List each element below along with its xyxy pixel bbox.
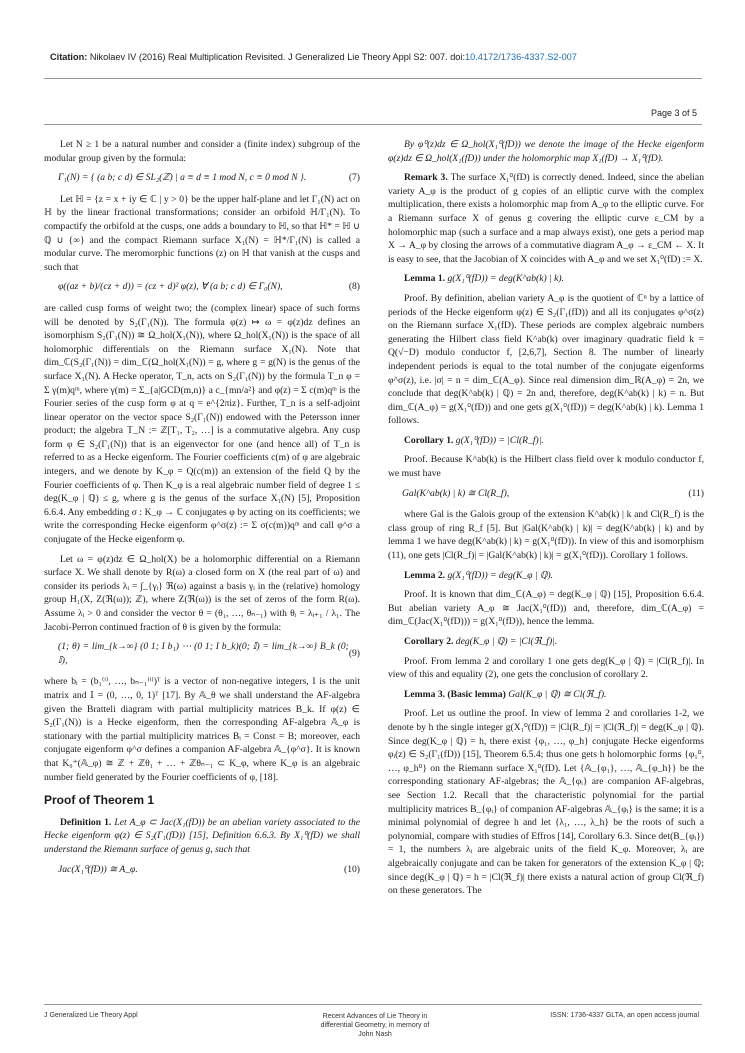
equation-body: (1; θ) = lim_{k→∞} (0 1; I b₁) ⋯ (0 1; I b_k)(0; 𝕀) = lim_{k→∞} B_k (0; 𝕀), — [58, 641, 349, 666]
corollary-text: g(X₁⁰(fD)) = |Cl(R_f)|. — [455, 434, 544, 446]
paragraph: where Gal is the Galois group of the extension K^ab(k) | k and Cl(R_f) is the class group of ring R_f [5]. But |Gal(K^ab(k) | k)| = deg(K^ab(k) | k) and by lemma 1 we have deg(K^ab(k) | k) = g(X₁⁰(fD)). In view of this and isomorphism (11), one gets |Cl(R_f)| = |Gal(K^ab(k) | k)| = g(X₁⁰(fD)). Corollary 1 follows. — [388, 509, 704, 562]
header-rule — [44, 78, 702, 79]
section-heading: Proof of Theorem 1 — [44, 793, 155, 808]
corollary-2 — [388, 635, 704, 649]
citation-line — [50, 52, 710, 62]
citation-label: Citation: — [50, 52, 88, 62]
page-number: Page 3 of 5 — [650, 108, 697, 118]
equation-number: (9) — [348, 647, 360, 659]
lemma-text: Gal(K_φ | ℚ) ≅ Cl(ℜ_f). — [508, 688, 607, 700]
paragraph: Proof. From lemma 2 and corollary 1 one gets deg(K_φ | ℚ) = |Cl(R_f)|. In view of this and equality (2), one gets the conclusion of corollary 2. — [388, 655, 704, 681]
lemma-label: Lemma 1. — [404, 273, 446, 285]
footer-journal: J Generalized Lie Theory Appl — [44, 1012, 138, 1019]
equation-9 — [44, 640, 360, 667]
corollary-label: Corollary 2. — [404, 636, 454, 647]
paragraph: where bᵢ = (b₁⁽ⁱ⁾, …, bₙ₋₁⁽ⁱ⁾)ᵀ is a vector of non-negative integers, I is the unit matrix and 𝕀 = (0, …, 0, 1)ᵀ [17]. By 𝔸_θ we shall understand the AF-algebra given the Bratteli diagram with partial multiplicity matrices B_k. If φ(z) ∈ S₂(Γ₁(N)) is a Hecke eigenform, then the corresponding AF-algebra 𝔸_φ is stationary with the partial multiplicity matrices Bᵢ = Const = B; moreover, each conjugate eigenform φ^σ defines a companion AF-algebra 𝔸_{φ^σ}. It is known that K₀⁺(𝔸_φ) ≅ ℤ + ℤθ₁ + … + ℤθₙ₋₁ ⊂ K_φ, where K_φ is an algebraic number field generated by the Fourier coefficients of φ, [18]. — [44, 676, 360, 783]
equation-body: Gal(K^ab(k) | k) ≅ Cl(R_f), — [402, 487, 510, 499]
footer-issn: ISSN: 1736-4337 GLTA, an open access journal — [550, 1012, 699, 1019]
equation-body: φ((az + b)/(cz + d)) = (cz + d)² φ(z), ∀ (a b; c d) ∈ Γ₀(N), — [58, 281, 283, 293]
definition-1 — [44, 816, 360, 857]
remark-text: The surface X₁⁰(fD) is correctly dened. Indeed, since the abelian variety A_φ is the product of g copies of an elliptic curve with the complex multiplication, there exists a holomorphic map from A_φ to the elliptic curve. For a Riemann surface X of genus g covering the elliptic curve ε_CM by a holomorphic map (such a surface and a map always exist), one gets a period map X → A_φ by closing the arrows of a commutative diagram A_φ → ε_CM ← X. It is easy to see, that the Jacobian of X coincides with A_φ and we set X₁⁰(fD) := X. — [388, 172, 704, 265]
lemma-text: g(X₁⁰(fD)) = deg(K_φ | ℚ). — [447, 569, 554, 581]
paragraph: Let N ≥ 1 be a natural number and consider a (finite index) subgroup of the modular group given by the formula: — [44, 139, 360, 164]
remark-3 — [388, 171, 704, 266]
equation-number: (11) — [688, 487, 704, 499]
lemma-label: Lemma 2. — [404, 569, 446, 581]
lemma-label: Lemma 3. (Basic lemma) — [404, 688, 506, 700]
footer-rule — [44, 1004, 702, 1005]
equation-body: Γ₁(N) = { (a b; c d) ∈ SL₂(ℤ) | a ≡ d ≡ 1 mod N, c ≡ 0 mod N }. — [58, 172, 307, 184]
equation-10 — [44, 863, 360, 877]
corollary-1 — [388, 434, 704, 448]
right-column — [388, 138, 704, 904]
paragraph: Proof. It is known that dim_ℂ(A_φ) = deg(K_φ | ℚ) [15], Proposition 6.6.4. But abelian variety A_φ ≅ Jac(X₁⁰(fD)) and, therefore, dim_ℂ(A_φ) = dim_ℂ(Jac(X₁⁰(fD))) = g(X₁⁰(fD)), hence the lemma. — [388, 589, 704, 628]
header-rule-2 — [44, 124, 702, 125]
left-column — [44, 138, 360, 884]
italic-text: By φ⁰(z)dz ∈ Ω_hol(X₁⁰(fD)) we denote the image of the Hecke eigenform φ(z)dz ∈ Ω_hol(X₁(fD)) under the holomorphic map X₁(fD) → X₁⁰(fD). — [388, 139, 704, 164]
equation-number: (10) — [344, 863, 360, 875]
equation-body: Jac(X₁⁰(fD)) ≅ A_φ. — [58, 863, 138, 875]
equation-7 — [44, 171, 360, 185]
doi-link[interactable]: 10.4172/1736-4337.S2-007 — [465, 52, 577, 62]
footer-center-line: Recent Advances of Lie Theory in — [322, 1013, 428, 1020]
paragraph: Proof. Because K^ab(k) is the Hilbert class field over k modulo conductor f, we must have — [388, 454, 704, 480]
remark-label: Remark 3. — [404, 172, 448, 184]
lemma-1 — [388, 272, 704, 286]
lemma-3 — [388, 688, 704, 702]
footer-center-line: John Nash — [358, 1031, 392, 1038]
footer-center — [300, 1012, 450, 1039]
paragraph: Let ω = φ(z)dz ∈ Ω_hol(X) be a holomorphic differential on a Riemann surface X. We shall denote by R(ω) a closed form on X (the real part of ω) and consider its periods λᵢ = ∫_{γᵢ} ℜ(ω) against a basis γᵢ in the (relative) homology group H₁(X, Z(ℜ(ω)); ℤ), where Z(ℜ(ω)) is the set of zeros of the form R(ω). Assume λᵢ > 0 and consider the vector θ = (θ₁, …, θₙ₋₁) with θᵢ = λᵢ₊₁ / λ₁. The Jacobi-Perron continued fraction of θ is given by the formula: — [44, 553, 360, 633]
definition-text: Let A_φ ⊂ Jac(X₁(fD)) be an abelian variety associated to the Hecke eigenform φ(z) ∈ S₂(Γ₁(fD)) [15], Definition 6.6.3. By X₁⁰(fD) we shall understand the Riemann surface of genus g, such that — [44, 816, 360, 855]
definition-label: Definition 1. — [60, 816, 112, 828]
equation-11 — [388, 487, 704, 501]
lemma-text: g(X₁⁰(fD)) = deg(K^ab(k) | k). — [447, 273, 564, 285]
equation-number: (8) — [348, 281, 360, 293]
corollary-label: Corollary 1. — [404, 434, 454, 446]
equation-8 — [44, 280, 360, 294]
paragraph: Proof. By definition, abelian variety A_φ is the quotient of ℂⁿ by a lattice of periods of the Hecke eigenform φ(z) ∈ S₂(Γ₁(fD)) and all its conjugates φ^σ(z) on the Riemann surface X₁(fD). These periods are complex algebraic numbers generating the Hilbert class field K^ab(k) over imaginary quadratic field k = Q(√−D) modulo conductor f, [2,6,7], Section 8. The number of linearly independent periods is equal to the total number of the conjugate eigenforms φ^σ(z), i.e. |σ| = n = dim_ℂ(A_φ). Since real dimension dim_ℝ(A_φ) = 2n, we conclude that deg(K^ab(k) | ℚ) = 2n and, therefore, deg(K^ab(k) | k) = n. But dim_ℂ(A_φ) = g(X₁⁰(fD)) and one gets g(X₁⁰(fD)) = deg(K^ab(k) | k). Lemma 1 follows. — [388, 292, 704, 427]
paragraph: Proof. Let us outline the proof. In view of lemma 2 and corollaries 1-2, we denote by h the single integer g(X₁⁰(fD)) = |Cl(R_f)| = |Cl(ℜ_f)| = deg(K_φ | ℚ). Since deg(K_φ | ℚ) = h, there exist {φ₁, …, φ_h} conjugate Hecke eigenforms φᵢ(z) ∈ S₂(Γ₁(fD)) [15], Theorem 6.5.4; thus one gets h holomorphic forms {φ₁⁰, …, φ_h⁰} on the Riemann surface X₁⁰(fD). Let {𝔸_{φ₁}, …, 𝔸_{φ_h}} be the corresponding stationary AF-algebras; the 𝔸_{φᵢ} are companion AF-algebras, see Section 1.2. Recall that the characteristic polynomial for the partial multiplicity matrices B_{φᵢ} of companion AF-algebras 𝔸_{φᵢ} is the same; it is a minimal polynomial of degree h and let {λ₁, …, λ_h} be the roots of such a polynomial, compare with studies of Effros [14], Corollary 6.3. Since det(B_{φᵢ}) = 1, the numbers λᵢ are algebraic units of the field K_φ. Moreover, λᵢ are algebraically conjugate and can be taken for generators of the extension K_φ | ℚ; since deg(K_φ | ℚ) = h = |Cl(ℜ_f)| there exists a natural action of group Cl(ℜ_f) on these generators. The — [388, 708, 704, 897]
lemma-2 — [388, 569, 704, 583]
footer-center-line: differential Geometry, in memory of — [320, 1022, 430, 1029]
equation-number: (7) — [348, 172, 360, 184]
paragraph — [388, 138, 704, 165]
paragraph: are called cusp forms of weight two; the (complex linear) space of such forms will be denoted by S₂(Γ₁(N)). The formula φ(z) ↦ ω = φ(z)dz defines an isomorphism S₂(Γ₁(N)) ≅ Ω_hol(X₁(N)), where Ω_hol(X₁(N)) is the space of all holomorphic differentials on the Riemann surface X₁(N). Note that dim_ℂ(S₂(Γ₁(N)) = dim_ℂ(Ω_hol(X₁(N)) = g, where g = g(N) is the genus of the surface X₁(N). A Hecke operator, T_n, acts on S₂(Γ₁(N)) by the formula T_n φ = Σ γ(m)qᵐ, where γ(m) = Σ_{a|GCD(m,n)} a c_{mn/a²} and φ(z) = Σ c(m)qᵐ is the Fourier series of the cusp form φ at q = e^{2πiz}. Further, T_n is a self-adjoint linear operator on the vector space S₂(Γ₁(N)) endowed with the Petersson inner product; the algebra 𝕋_N := ℤ[T₁, T₂, …] is a commutative algebra. Any cusp form φ ∈ S₂(Γ₁(N)) that is an eigenvector for one (and hence all) of T_n is referred to as a Hecke eigenform. The Fourier coefficients c(m) of φ are algebraic integers, and we denote by K_φ = Q(c(m)) an extension of the field Q by the Fourier coefficients of φ. Then K_φ is a real algebraic number field of degree 1 ≤ deg(K_φ | ℚ) ≤ g, where g is the genus of the surface X₁(N) [5], Proposition 6.6.4. Any embedding σ : K_φ → ℂ conjugates φ by acting on its coefficients; we write the corresponding Hecke eigenform φ^σ(z) := Σ σ(c(m))qᵐ and call φ^σ a conjugate of the Hecke eigenform φ. — [44, 302, 360, 546]
citation-text: Nikolaev IV (2016) Real Multiplication Revisited. J Generalized Lie Theory Appl S2: 007. doi: — [89, 52, 466, 62]
paragraph: Let ℍ = {z = x + iy ∈ ℂ | y > 0} be the upper half-plane and let Γ₁(N) act on ℍ by the linear fractional transformations; consider an orbifold ℍ/Γ₁(N). To compactify the orbifold at the cusps, one adds a boundary to ℍ, so that ℍ* = ℍ ∪ ℚ ∪ {∞} and the compact Riemann surface X₁(N) = ℍ*/Γ₁(N) is called a modular curve. The meromorphic functions (z) on ℍ that vanish at the cusps and such that — [44, 193, 360, 273]
corollary-text: deg(K_φ | ℚ) = |Cl(ℜ_f)|. — [455, 636, 558, 647]
